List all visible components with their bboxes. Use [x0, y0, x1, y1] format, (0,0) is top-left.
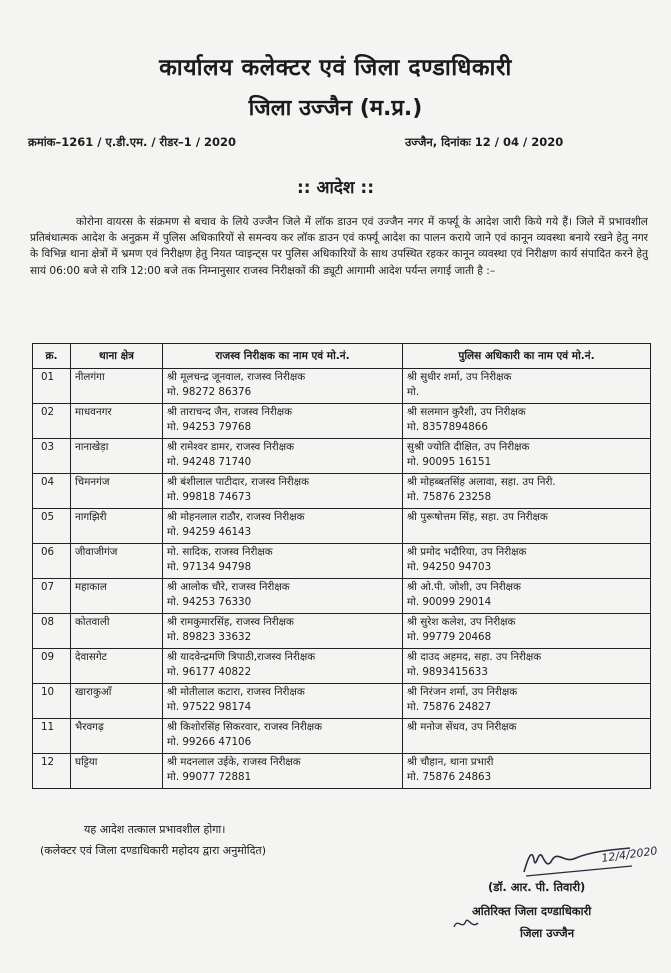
cell-police-officer	[403, 649, 651, 684]
inspector-name: श्री मूलचन्द्र जूनवाल, राजस्व निरीक्षक	[167, 371, 306, 383]
serial-number: 04	[41, 476, 55, 488]
thana-name: देवासगेट	[75, 651, 107, 663]
cell-thana	[71, 754, 163, 789]
cell-serial	[33, 404, 71, 439]
officer-name: श्री मनोज सेंधव, उप निरीक्षक	[407, 721, 517, 733]
officer-name: श्री चौहान, थाना प्रभारी	[407, 756, 494, 768]
cell-police-officer	[403, 684, 651, 719]
cell-police-officer	[403, 509, 651, 544]
inspector-name: मो. सादिक, राजस्व निरीक्षक	[167, 546, 273, 558]
serial-number: 01	[41, 371, 55, 383]
officer-name: सुश्री ज्योति दीक्षित, उप निरीक्षक	[407, 441, 530, 453]
thana-name: कोतवाली	[75, 616, 110, 628]
officer-name: श्री सुधीर शर्मा, उप निरीक्षक	[407, 371, 512, 383]
thana-name: घट्टिया	[75, 756, 98, 768]
inspector-name: श्री बंशीलाल पाटीदार, राजस्व निरीक्षक	[167, 476, 310, 488]
inspector-name: श्री यादवेन्द्रमणि त्रिपाठी,राजस्व निरीक्षक	[167, 651, 316, 663]
thana-name: जीवाजीगंज	[75, 546, 118, 558]
officer-name: श्री सलमान कुरैशी, उप निरीक्षक	[407, 406, 526, 418]
cell-thana	[71, 369, 163, 404]
serial-number: 08	[41, 616, 55, 628]
serial-number: 11	[41, 721, 55, 733]
inspector-mobile: मो. 94259 46143	[167, 526, 252, 538]
inspector-mobile: मो. 97522 98174	[167, 701, 252, 713]
cell-serial	[33, 544, 71, 579]
cell-thana	[71, 544, 163, 579]
inspector-mobile: मो. 89823 33632	[167, 631, 252, 643]
serial-number: 05	[41, 511, 55, 523]
inspector-name: श्री मदनलाल उईके, राजस्व निरीक्षक	[167, 756, 301, 768]
inspector-name: श्री रामेश्वर डामर, राजस्व निरीक्षक	[167, 441, 295, 453]
col-header-serial: क्र.	[33, 344, 71, 369]
cell-revenue-inspector	[163, 649, 403, 684]
cell-police-officer	[403, 579, 651, 614]
table-row	[33, 404, 651, 439]
cell-serial	[33, 579, 71, 614]
inspector-name: श्री किशोरसिंह सिकरवार, राजस्व निरीक्षक	[167, 721, 323, 733]
table-header-row	[33, 344, 651, 369]
officer-mobile: मो. 94250 94703	[407, 561, 492, 573]
cell-thana	[71, 404, 163, 439]
cell-serial	[33, 719, 71, 754]
signatory-name: (डॉ. आर. पी. तिवारी)	[488, 880, 586, 894]
cell-police-officer	[403, 404, 651, 439]
signature-date: 12/4/2020	[600, 844, 659, 865]
effective-note: यह आदेश तत्काल प्रभावशील होगा।	[84, 823, 226, 836]
table-row	[33, 474, 651, 509]
cell-revenue-inspector	[163, 614, 403, 649]
cell-revenue-inspector	[163, 544, 403, 579]
cell-revenue-inspector	[163, 439, 403, 474]
serial-number: 12	[41, 756, 55, 768]
inspector-mobile: मो. 98272 86376	[167, 386, 252, 398]
handwritten-signature	[520, 838, 660, 880]
officer-mobile: मो. 9893415633	[407, 666, 488, 678]
thana-name: महाकाल	[75, 581, 107, 593]
cell-serial	[33, 684, 71, 719]
serial-number: 06	[41, 546, 55, 558]
district-title: जिला उज्जैन (म.प्र.)	[248, 96, 423, 121]
thana-name: चिमनगंज	[75, 476, 110, 488]
table-row	[33, 684, 651, 719]
cell-serial	[33, 754, 71, 789]
approval-note: (कलेक्टर एवं जिला दण्डाधिकारी महोदय द्वारा अनुमोदित)	[40, 844, 266, 857]
cell-serial	[33, 474, 71, 509]
officer-name: श्री दाउद अहमद, सहा. उप निरीक्षक	[407, 651, 542, 663]
officer-name: श्री सुरेश कलेश, उप निरीक्षक	[407, 616, 516, 628]
inspector-mobile: मो. 96177 40822	[167, 666, 252, 678]
inspector-name: श्री आलोक चौरे, राजस्व निरीक्षक	[167, 581, 290, 593]
cell-police-officer	[403, 719, 651, 754]
inspector-name: श्री मोतीलाल कटारा, राजस्व निरीक्षक	[167, 686, 305, 698]
cell-revenue-inspector	[163, 369, 403, 404]
duty-table	[32, 343, 651, 789]
cell-serial	[33, 369, 71, 404]
cell-revenue-inspector	[163, 579, 403, 614]
serial-number: 10	[41, 686, 55, 698]
inspector-name: श्री रामकुमारसिंह, राजस्व निरीक्षक	[167, 616, 294, 628]
inspector-mobile: मो. 99818 74673	[167, 491, 252, 503]
cell-thana	[71, 684, 163, 719]
serial-number: 02	[41, 406, 55, 418]
thana-name: नीलगंगा	[75, 371, 105, 383]
signatory-district: जिला उज्जैन	[520, 926, 575, 940]
cell-police-officer	[403, 439, 651, 474]
thana-name: माधवनगर	[75, 406, 112, 418]
inspector-mobile: मो. 97134 94798	[167, 561, 252, 573]
inspector-mobile: मो. 94253 76330	[167, 596, 252, 608]
cell-revenue-inspector	[163, 509, 403, 544]
signatory-title: अतिरिक्त जिला दण्डाधिकारी	[472, 904, 592, 918]
cell-revenue-inspector	[163, 754, 403, 789]
inspector-mobile: मो. 99077 72881	[167, 771, 252, 783]
table-row	[33, 439, 651, 474]
cell-serial	[33, 649, 71, 684]
table-row	[33, 649, 651, 684]
officer-mobile: मो. 90099 29014	[407, 596, 492, 608]
cell-thana	[71, 614, 163, 649]
cell-thana	[71, 439, 163, 474]
officer-mobile: मो. 75876 24827	[407, 701, 492, 713]
reference-number: क्रमांक–1261 / ए.डी.एम. / रीडर–1 / 2020	[28, 135, 237, 149]
cell-revenue-inspector	[163, 474, 403, 509]
cell-thana	[71, 474, 163, 509]
cell-police-officer	[403, 544, 651, 579]
order-heading: :: आदेश ::	[297, 178, 374, 198]
issue-date: उज्जैन, दिनांकः 12 / 04 / 2020	[405, 135, 564, 149]
table-row	[33, 509, 651, 544]
officer-name: श्री पुरूषोत्तम सिंह, सहा. उप निरीक्षक	[407, 511, 548, 523]
cell-revenue-inspector	[163, 719, 403, 754]
officer-name: श्री निरंजन शर्मा, उप निरीक्षक	[407, 686, 518, 698]
inspector-mobile: मो. 99266 47106	[167, 736, 252, 748]
officer-mobile: मो.	[407, 386, 420, 398]
cell-police-officer	[403, 369, 651, 404]
officer-mobile: मो. 90095 16151	[407, 456, 492, 468]
inspector-mobile: मो. 94248 71740	[167, 456, 252, 468]
cell-thana	[71, 509, 163, 544]
officer-name: श्री मोहब्बतसिंह अलावा, सहा. उप निरी.	[407, 476, 556, 488]
table-row	[33, 369, 651, 404]
office-title: कार्यालय कलेक्टर एवं जिला दण्डाधिकारी	[159, 55, 512, 81]
cell-thana	[71, 719, 163, 754]
thana-name: भैरवगढ़	[75, 721, 104, 733]
cell-serial	[33, 509, 71, 544]
officer-mobile: मो. 99779 20468	[407, 631, 492, 643]
cell-thana	[71, 579, 163, 614]
table-row	[33, 614, 651, 649]
officer-mobile: मो. 75876 23258	[407, 491, 492, 503]
officer-name: श्री ओ.पी. जोशी, उप निरीक्षक	[407, 581, 521, 593]
order-body-text: कोरोना वायरस के संक्रमण से बचाव के लिये उज्जैन जिले में लॉक डाउन एवं उज्जैन नगर में कर्फ्यू के आदेश जारी किये गये हैं। जिले में प्रभावशील प्रतिबंधात्मक आदेश के अनुक्रम में पुलिस अधिकारियों से समन्वय कर लॉक डाउन एवं कर्फ्यू आदेश का पालन कराये जाने एवं कानून व्यवस्था बनाये रखने हेतु नगर के विभिन्न थाना क्षेत्रों में भ्रमण एवं निरीक्षण हेतु नियत प्वाइन्ट्स पर पुलिस अधिकारियों के साथ उपस्थित रहकर कानून व्यवस्था एवं निरीक्षण कार्य संपादित करने हेतु सायं 06:00 बजे से रात्रि 12:00 बजे तक निम्नानुसार राजस्व निरीक्षकों की ड्यूटी आगामी आदेश पर्यन्त लगाई जाती है :–	[30, 216, 648, 277]
cell-revenue-inspector	[163, 684, 403, 719]
cell-serial	[33, 439, 71, 474]
inspector-mobile: मो. 94253 79768	[167, 421, 252, 433]
cell-police-officer	[403, 614, 651, 649]
officer-name: श्री प्रमोद भदौरिया, उप निरीक्षक	[407, 546, 527, 558]
officer-mobile: मो. 8357894866	[407, 421, 488, 433]
col-header-thana: थाना क्षेत्र	[71, 344, 163, 369]
col-header-revenue-inspector: राजस्व निरीक्षक का नाम एवं मो.नं.	[163, 344, 403, 369]
thana-name: नानाखेड़ा	[75, 441, 109, 453]
thana-name: नागझिरी	[75, 511, 107, 523]
table-row	[33, 754, 651, 789]
cell-revenue-inspector	[163, 404, 403, 439]
cell-police-officer	[403, 474, 651, 509]
officer-mobile: मो. 75876 24863	[407, 771, 492, 783]
table-row	[33, 544, 651, 579]
inspector-name: श्री मोहनलाल राठौर, राजस्व निरीक्षक	[167, 511, 305, 523]
cell-thana	[71, 649, 163, 684]
cell-police-officer	[403, 754, 651, 789]
initial-mark	[452, 915, 482, 933]
serial-number: 07	[41, 581, 55, 593]
table-row	[33, 579, 651, 614]
thana-name: खाराकुआँ	[75, 686, 112, 698]
serial-number: 03	[41, 441, 55, 453]
cell-serial	[33, 614, 71, 649]
table-row	[33, 719, 651, 754]
serial-number: 09	[41, 651, 55, 663]
col-header-police-officer: पुलिस अधिकारी का नाम एवं मो.नं.	[403, 344, 651, 369]
inspector-name: श्री ताराचन्द जैन, राजस्व निरीक्षक	[167, 406, 293, 418]
